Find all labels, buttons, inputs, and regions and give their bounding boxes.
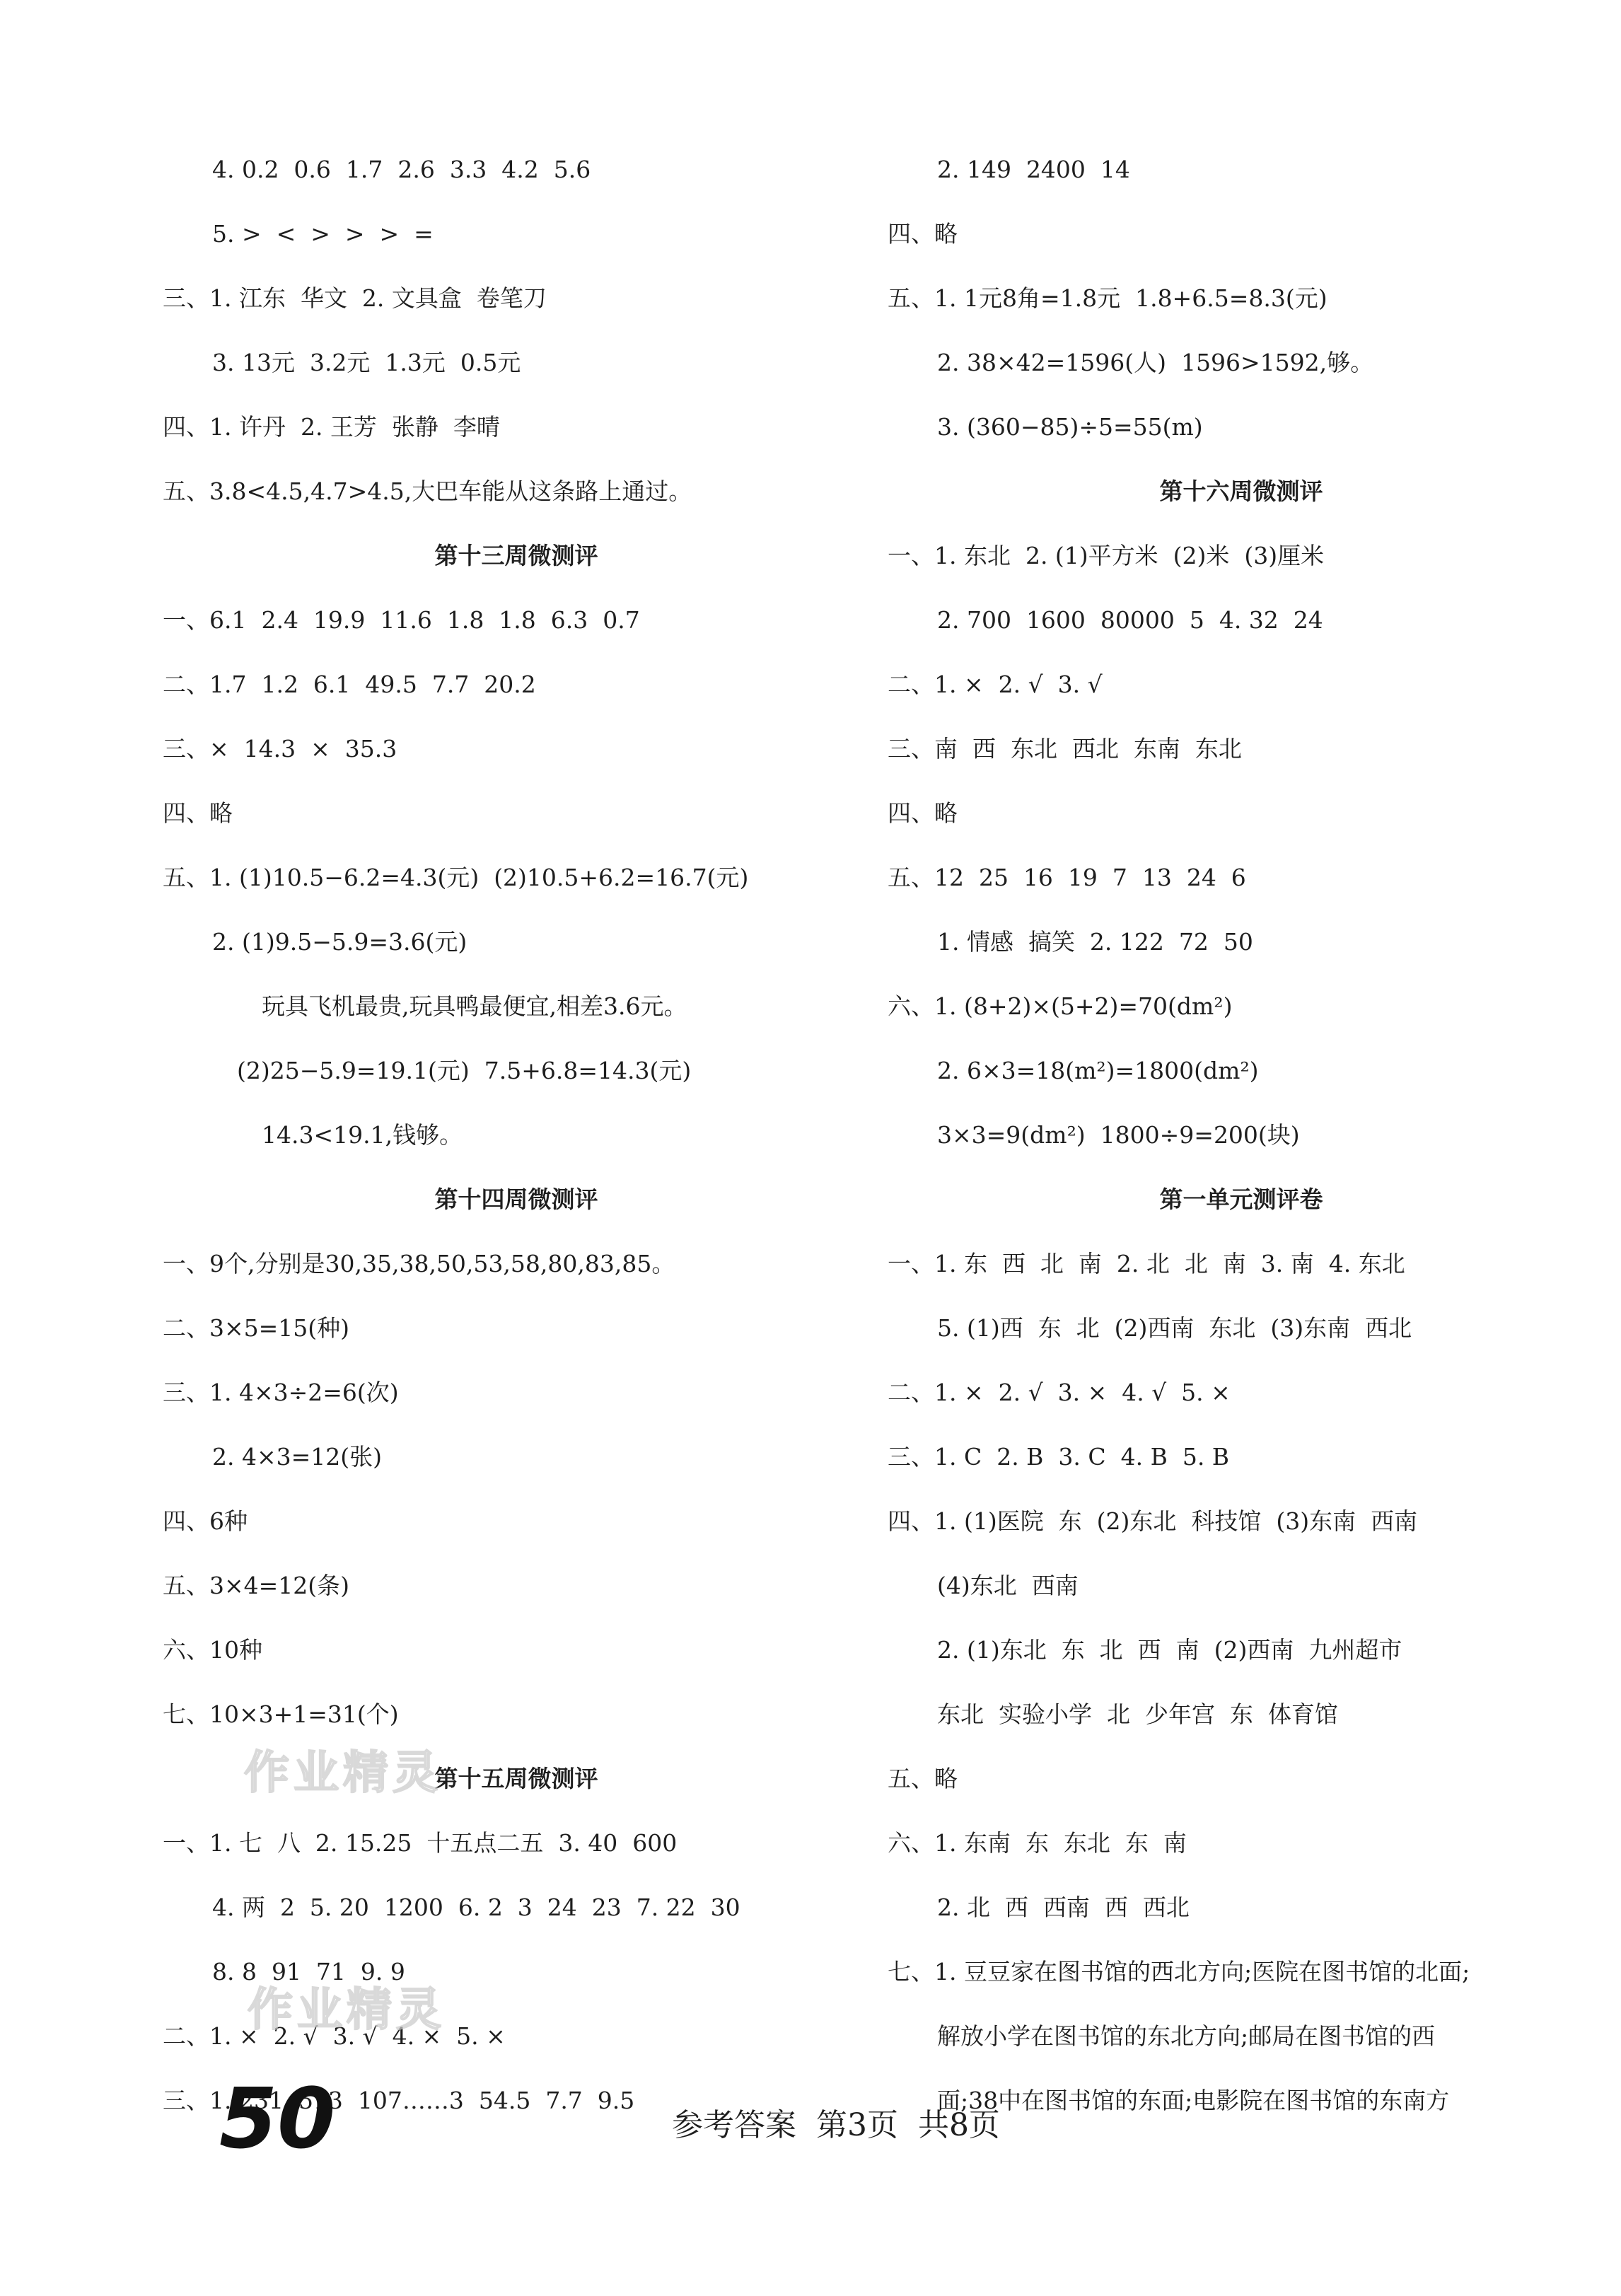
page-number: 50 [219,2070,336,2167]
answer-line: 五、12 25 16 19 7 13 24 6 [888,864,1246,891]
answer-line: 3. 13元 3.2元 1.3元 0.5元 [212,349,521,376]
answer-line: 四、1. 许丹 2. 王芳 张静 李晴 [163,413,500,441]
section-heading: 第十三周微测评 [434,542,598,569]
answer-line: 2. 149 2400 14 [937,156,1130,183]
answer-line: 2. (1)9.5−5.9=3.6(元) [212,928,467,956]
answer-line: 四、6种 [163,1507,248,1535]
answer-line: 2. 6×3=18(m²)=1800(dm²) [937,1057,1259,1084]
answer-line: 3×3=9(dm²) 1800÷9=200(块) [937,1121,1300,1149]
answer-line: 三、1. C 2. B 3. C 4. B 5. B [888,1443,1230,1471]
answer-line: 一、9个,分别是30,35,38,50,53,58,80,83,85。 [163,1250,675,1277]
answer-line: 三、1. 231 513 107……3 54.5 7.7 9.5 [163,2087,635,2114]
answer-line: 六、1. (8+2)×(5+2)=70(dm²) [888,992,1233,1020]
answer-line: 2. 4×3=12(张) [212,1443,383,1471]
answer-line: 一、1. 七 八 2. 15.25 十五点二五 3. 40 600 [163,1829,678,1857]
answer-line: 2. 700 1600 80000 5 4. 32 24 [937,606,1323,634]
answer-line: 二、1. × 2. √ 3. √ 4. × 5. × [163,2022,506,2050]
answer-line: 玩具飞机最贵,玩具鸭最便宜,相差3.6元。 [262,992,687,1020]
answer-line: 一、6.1 2.4 19.9 11.6 1.8 1.8 6.3 0.7 [163,606,640,634]
answer-line: 2. 北 西 西南 西 西北 [937,1894,1190,1921]
footer-label: 参考答案 第3页 共8页 [672,2107,1000,2143]
answer-line: 七、10×3+1=31(个) [163,1700,399,1728]
answer-line: 5. (1)西 东 北 (2)西南 东北 (3)东南 西北 [937,1314,1412,1342]
answer-line: 3. (360−85)÷5=55(m) [937,413,1203,441]
answer-line: 五、1. 1元8角=1.8元 1.8+6.5=8.3(元) [888,284,1327,312]
section-heading: 第一单元测评卷 [1159,1185,1323,1213]
answer-line: 一、1. 东北 2. (1)平方米 (2)米 (3)厘米 [888,542,1325,569]
answer-line: 七、1. 豆豆家在图书馆的西北方向;医院在图书馆的北面; [888,1958,1470,1985]
section-heading: 第十五周微测评 [434,1765,598,1792]
answer-line: 一、1. 东 西 北 南 2. 北 北 南 3. 南 4. 东北 [888,1250,1405,1277]
answer-line: 二、3×5=15(种) [163,1314,350,1342]
answer-line: 三、1. 4×3÷2=6(次) [163,1379,399,1406]
answer-line: 2. (1)东北 东 北 西 南 (2)西南 九州超市 [937,1636,1402,1664]
answer-line: 4. 0.2 0.6 1.7 2.6 3.3 4.2 5.6 [212,156,591,183]
watermark: 作业精灵 [248,1984,446,2036]
answer-line: 六、10种 [163,1636,262,1664]
answer-line: 东北 实验小学 北 少年宫 东 体育馆 [937,1700,1338,1728]
answer-line: 14.3<19.1,钱够。 [262,1121,463,1149]
answer-line: 4. 两 2 5. 20 1200 6. 2 3 24 23 7. 22 30 [212,1894,740,1921]
answer-line: 二、1. × 2. √ 3. √ [888,671,1103,698]
answer-line: 四、略 [888,799,958,827]
answer-line: 三、× 14.3 × 35.3 [163,735,397,763]
answer-line: 四、略 [163,799,233,827]
answer-line: (4)东北 西南 [937,1572,1079,1599]
answer-line: 五、1. (1)10.5−6.2=4.3(元) (2)10.5+6.2=16.7(元) [163,864,749,891]
section-heading: 第十四周微测评 [434,1185,598,1213]
answer-line: 五、3×4=12(条) [163,1572,350,1599]
answer-line: 二、1.7 1.2 6.1 49.5 7.7 20.2 [163,671,536,698]
section-heading: 第十六周微测评 [1159,477,1323,505]
answer-line: 面;38中在图书馆的东面;电影院在图书馆的东南方 [937,2087,1450,2114]
answer-line: 二、1. × 2. √ 3. × 4. √ 5. × [888,1379,1231,1406]
answer-line: 四、1. (1)医院 东 (2)东北 科技馆 (3)东南 西南 [888,1507,1418,1535]
answer-line: 三、1. 江东 华文 2. 文具盒 卷笔刀 [163,284,547,312]
answer-line: 三、南 西 东北 西北 东南 东北 [888,735,1242,763]
answer-line: 8. 8 91 71 9. 9 [212,1958,405,1985]
answer-line: 1. 情感 搞笑 2. 122 72 50 [937,928,1253,956]
answer-line: (2)25−5.9=19.1(元) 7.5+6.8=14.3(元) [237,1057,692,1084]
answer-line: 解放小学在图书馆的东北方向;邮局在图书馆的西 [937,2022,1436,2050]
answer-line: 5. > < > > > = [212,220,434,248]
answer-line: 六、1. 东南 东 东北 东 南 [888,1829,1187,1857]
answer-line: 2. 38×42=1596(人) 1596>1592,够。 [937,349,1374,376]
answer-line: 五、3.8<4.5,4.7>4.5,大巴车能从这条路上通过。 [163,477,692,505]
watermark: 作业精灵 [244,1747,442,1799]
answer-line: 四、略 [888,220,958,248]
answer-line: 五、略 [888,1765,958,1792]
